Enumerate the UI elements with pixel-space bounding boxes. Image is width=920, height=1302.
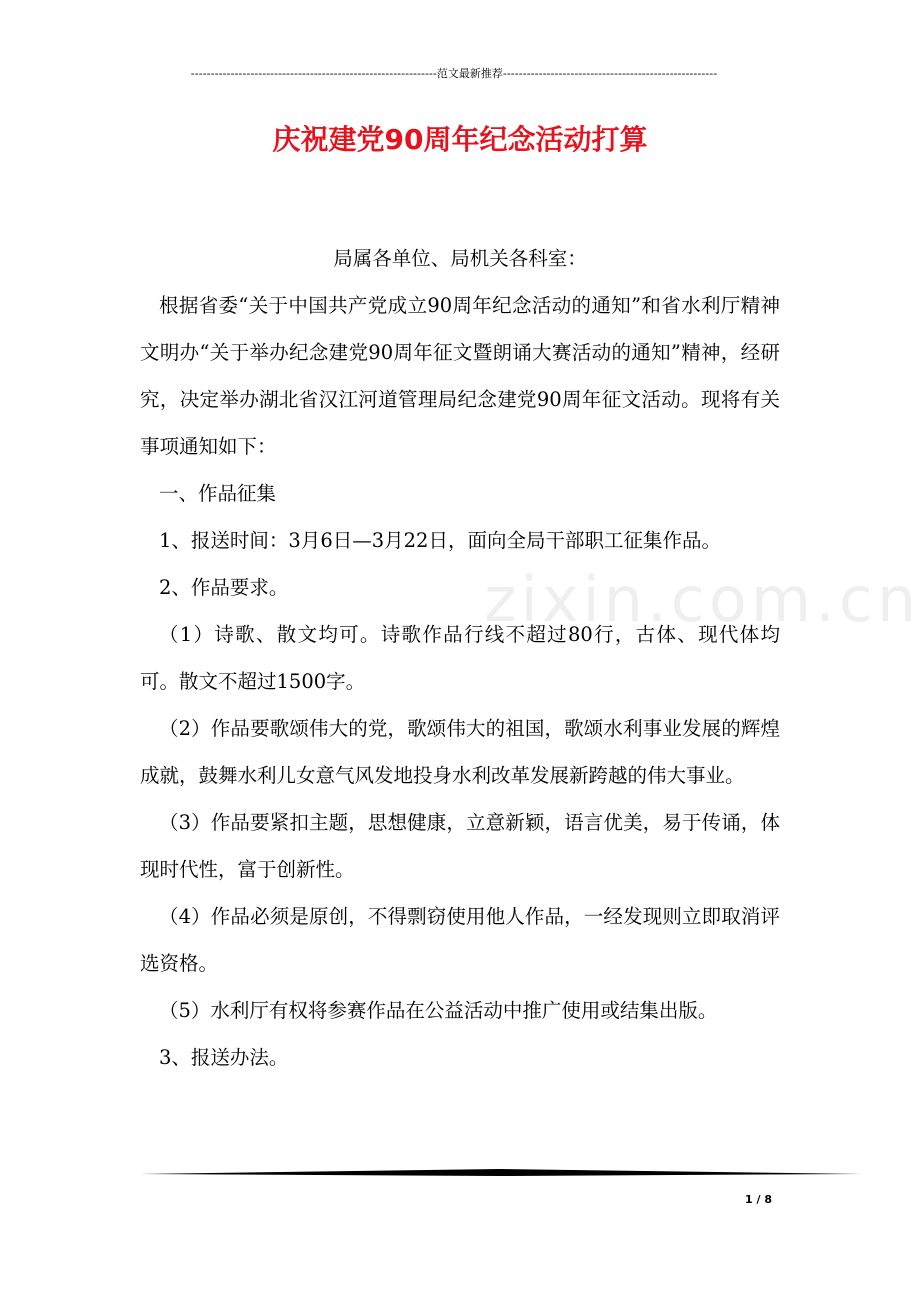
page-header: --------------------------------------------------------------范文最新推荐------------------------------------------------------ xyxy=(190,67,718,80)
paragraph-requirement-5: （5）水利厅有权将参赛作品在公益活动中推广使用或结集出版。 xyxy=(159,999,718,1022)
document-body xyxy=(140,235,780,1081)
paragraph-intro: 根据省委“关于中国共产党成立90周年纪念活动的通知”和省水利厅精神文明办“关于举办纪念建党90周年征文暨朗诵大赛活动的通知”精神，经研究，决定举办湖北省汉江河道管理局纪念建党90周年征文活动。现将有关事项通知如下： xyxy=(140,294,780,458)
footer-rule xyxy=(140,1168,862,1177)
watermark: zixin.com.cn xyxy=(484,563,920,636)
section-heading-collection: 一、作品征集 xyxy=(159,482,277,505)
salutation: 局属各单位、局机关各科室： xyxy=(333,247,587,270)
paragraph-submission-method: 3、报送办法。 xyxy=(159,1046,289,1069)
paragraph-requirement-2: （2）作品要歌颂伟大的党，歌颂伟大的祖国，歌颂水利事业发展的辉煌成就，鼓舞水利儿女意气风发地投身水利改革发展新跨越的伟大事业。 xyxy=(140,717,780,787)
paragraph-submission-time: 1、报送时间：3月6日—3月22日，面向全局干部职工征集作品。 xyxy=(159,529,721,552)
paragraph-requirement-3: （3）作品要紧扣主题，思想健康，立意新颖，语言优美，易于传诵，体现时代性，富于创新性。 xyxy=(140,811,780,881)
paragraph-requirement-1: （1）诗歌、散文均可。诗歌作品行线不超过80行，古体、现代体均可。散文不超过1500字。 xyxy=(140,623,780,693)
page-number: 1 / 8 xyxy=(745,1193,772,1206)
paragraph-requirements-heading: 2、作品要求。 xyxy=(159,576,289,599)
document-title: 庆祝建党90周年纪念活动打算 xyxy=(272,123,648,156)
paragraph-requirement-4: （4）作品必须是原创，不得剽窃使用他人作品，一经发现则立即取消评选资格。 xyxy=(140,905,780,975)
